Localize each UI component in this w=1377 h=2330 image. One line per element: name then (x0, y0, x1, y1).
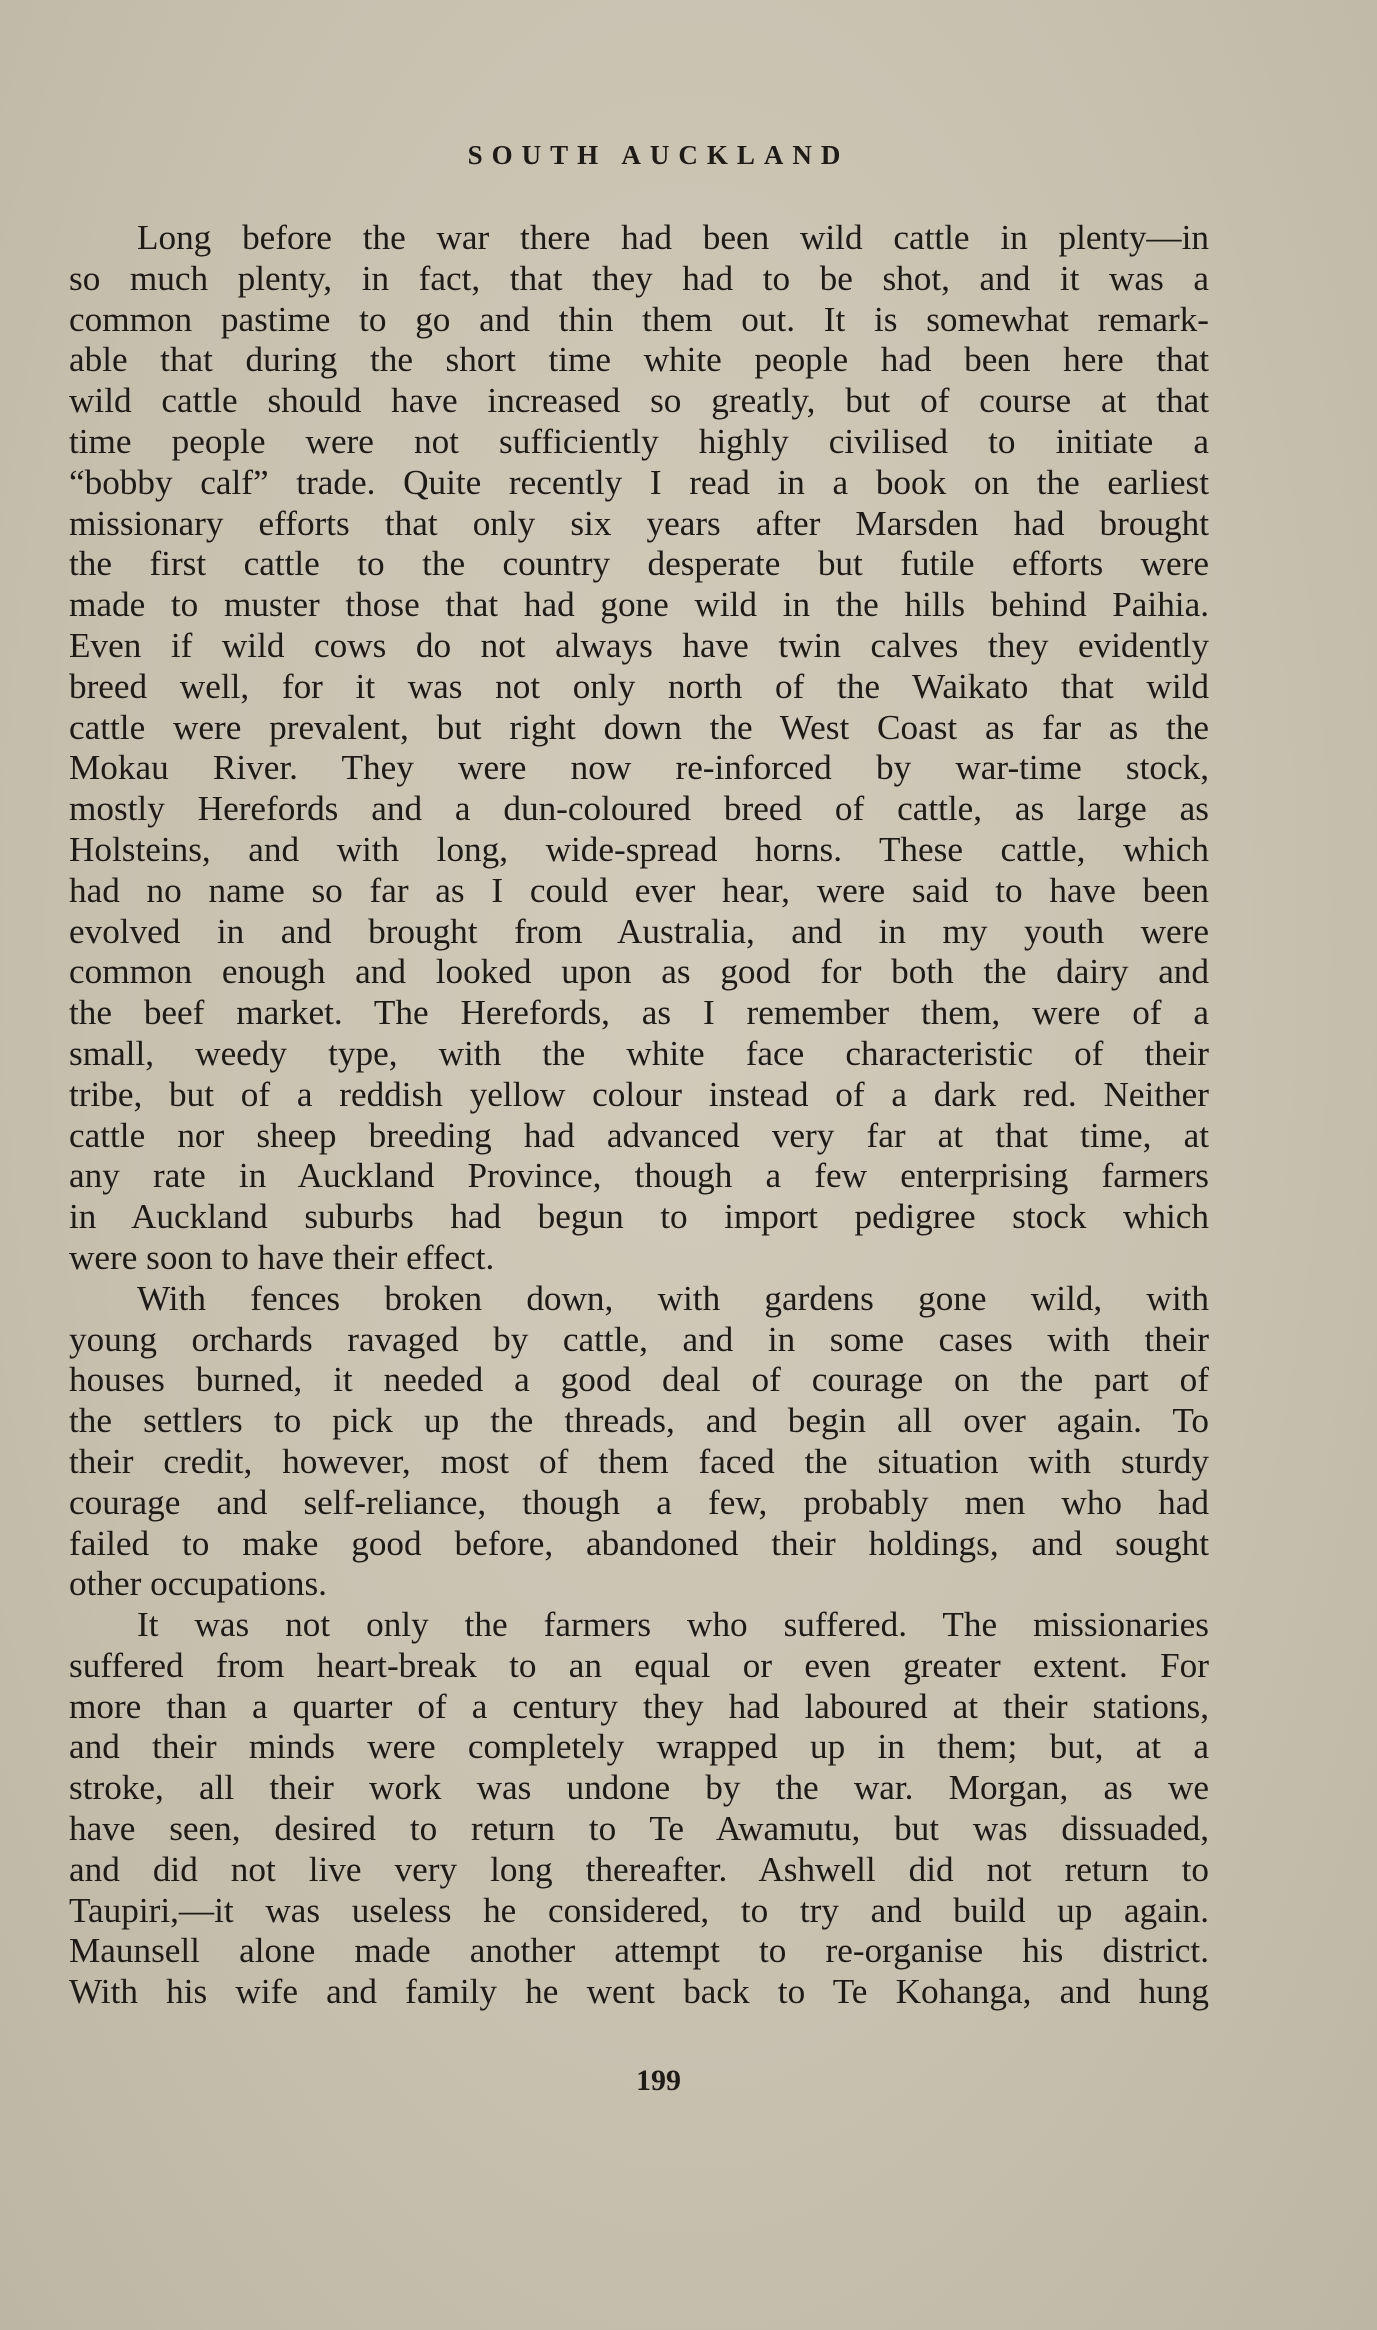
text-line: had no name so far as I could ever hear, were said to have been (69, 870, 1209, 910)
text-line: more than a quarter of a century they had laboured at their stations, (69, 1686, 1209, 1726)
text-line: With his wife and family he went back to Te Kohanga, and hung (69, 1972, 1209, 2012)
text-line: young orchards ravaged by cattle, and in some cases with their (69, 1319, 1209, 1359)
text-line: have seen, desired to return to Te Awamutu, but was dissuaded, (69, 1809, 1209, 1849)
text-line: mostly Herefords and a dun-coloured breed of cattle, as large as (69, 789, 1209, 829)
text-line: With fences broken down, with gardens gone wild, with (137, 1278, 1209, 1318)
text-line: any rate in Auckland Province, though a few enterprising farmers (69, 1156, 1209, 1196)
text-line: their credit, however, most of them faced the situation with sturdy (69, 1441, 1209, 1481)
text-line: were soon to have their effect. (69, 1237, 495, 1277)
text-line: courage and self-reliance, though a few, probably men who had (69, 1482, 1209, 1522)
text-line: evolved in and brought from Australia, and in my youth were (69, 911, 1209, 951)
text-line: “bobby calf” trade. Quite recently I read in a book on the earliest (69, 462, 1209, 502)
text-line: made to muster those that had gone wild in the hills behind Paihia. (69, 585, 1209, 625)
text-line: the settlers to pick up the threads, and begin all over again. To (69, 1401, 1209, 1441)
text-line: missionary efforts that only six years after Marsden had brought (69, 503, 1209, 543)
body-text (69, 218, 1209, 2013)
text-line: Maunsell alone made another attempt to re-organise his district. (69, 1931, 1209, 1971)
text-line: time people were not sufficiently highly civilised to initiate a (69, 421, 1209, 461)
text-line: small, weedy type, with the white face characteristic of their (69, 1033, 1209, 1073)
text-line: Holsteins, and with long, wide-spread horns. These cattle, which (69, 829, 1209, 869)
text-line: breed well, for it was not only north of the Waikato that wild (69, 666, 1209, 706)
text-line: Mokau River. They were now re-inforced by war-time stock, (69, 748, 1209, 788)
text-line: stroke, all their work was undone by the war. Morgan, as we (69, 1768, 1209, 1808)
page-number: 199 (636, 2064, 681, 2097)
text-line: Long before the war there had been wild cattle in plenty—in (137, 218, 1209, 257)
text-line: failed to make good before, abandoned their holdings, and sought (69, 1523, 1209, 1563)
text-line: the first cattle to the country desperate but futile efforts were (69, 544, 1209, 584)
running-head: SOUTH AUCKLAND (467, 140, 850, 170)
text-line: wild cattle should have increased so greatly, but of course at that (69, 381, 1209, 421)
text-line: and did not live very long thereafter. Ashwell did not return to (69, 1849, 1209, 1889)
text-line: Taupiri,—it was useless he considered, to try and build up again. (69, 1890, 1209, 1930)
text-line: so much plenty, in fact, that they had to be shot, and it was a (69, 258, 1209, 298)
text-line: the beef market. The Herefords, as I remember them, were of a (69, 993, 1209, 1033)
text-line: It was not only the farmers who suffered. The missionaries (137, 1605, 1209, 1645)
text-line: able that during the short time white people had been here that (69, 340, 1209, 380)
text-line: common enough and looked upon as good for both the dairy and (69, 952, 1209, 992)
text-line: and their minds were completely wrapped up in them; but, at a (69, 1727, 1209, 1767)
text-line: other occupations. (69, 1564, 327, 1604)
text-line: houses burned, it needed a good deal of courage on the part of (69, 1360, 1209, 1400)
text-line: common pastime to go and thin them out. It is somewhat remark- (69, 299, 1209, 339)
text-line: cattle were prevalent, but right down the West Coast as far as the (69, 707, 1209, 747)
text-line: Even if wild cows do not always have twin calves they evidently (69, 625, 1209, 665)
text-line: cattle nor sheep breeding had advanced very far at that time, at (69, 1115, 1209, 1155)
text-line: suffered from heart-break to an equal or even greater extent. For (69, 1645, 1209, 1685)
text-line: tribe, but of a reddish yellow colour instead of a dark red. Neither (69, 1074, 1209, 1114)
text-line: in Auckland suburbs had begun to import pedigree stock which (69, 1197, 1209, 1237)
